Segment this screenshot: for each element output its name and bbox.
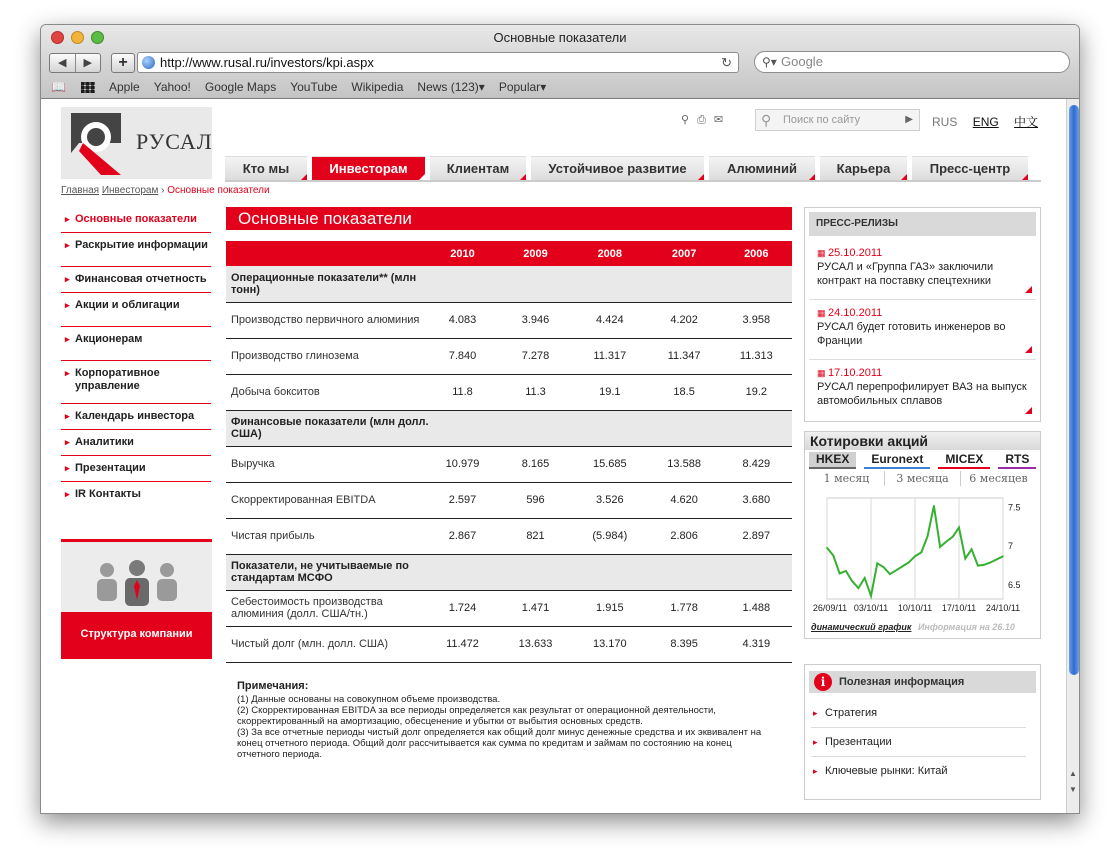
quotes-title: Котировки акций — [805, 432, 1040, 450]
table-cell: 4.202 — [648, 302, 721, 338]
bookmarks-bar — [41, 77, 1079, 97]
kpi-table-body — [226, 266, 792, 662]
chart-x-tick-label: 17/10/11 — [941, 603, 977, 613]
breadcrumb-arrow-icon: › — [161, 185, 168, 196]
table-cell: 2.897 — [721, 518, 792, 554]
corner-arrow-icon — [1025, 286, 1032, 293]
lang-eng[interactable]: ENG — [972, 115, 999, 129]
table-row — [226, 338, 792, 374]
table-section-title: Финансовые показатели (млн долл. США) — [226, 410, 792, 446]
address-bar[interactable] — [137, 52, 739, 73]
chart-point — [933, 505, 935, 507]
table-cell: 4.083 — [426, 302, 499, 338]
table-header-year: 2007 — [648, 241, 721, 266]
period-tabs — [809, 471, 1036, 486]
rusal-logo-mark — [71, 113, 121, 175]
table-row — [226, 446, 792, 482]
table-row — [226, 482, 792, 518]
table-cell: 11.3 — [499, 374, 572, 410]
leftnav-kpi[interactable]: ▸ Основные показатели — [61, 207, 211, 233]
chart-point — [914, 555, 916, 557]
book-icon[interactable]: 📖 — [51, 80, 66, 94]
globe-icon — [142, 56, 155, 69]
table-cell: 13.170 — [572, 626, 648, 662]
chart-point — [826, 547, 828, 549]
note-3: (3) За все отчетные периоды чистый долг определяется как общий долг минус денежные средства и их эквивалент на конец отчетного периода. Общий долг рассчитывается как сумма по кредитам и займам по состоянию на конец отчетного периода. — [237, 727, 762, 760]
table-row-label: Себестоимость производства алюминия (долл. США/тн.) — [226, 590, 426, 626]
press-item[interactable] — [809, 240, 1036, 300]
table-row-label: Производство глинозема — [226, 338, 426, 374]
web-page — [41, 99, 1066, 814]
tab-euronext[interactable]: Euronext — [864, 452, 930, 469]
table-row-label: Добыча бокситов — [226, 374, 426, 410]
table-header-year: 2010 — [426, 241, 499, 266]
table-cell: 18.5 — [648, 374, 721, 410]
rusal-logo[interactable] — [61, 107, 212, 179]
tab-rts[interactable]: RTS — [998, 452, 1036, 469]
table-cell: 821 — [499, 518, 572, 554]
press-date: ▦ 25.10.2011 — [817, 246, 1028, 260]
chart-point — [977, 565, 979, 567]
chevron-down-icon: ▾ — [478, 80, 485, 94]
company-structure-button[interactable]: Структура компании — [61, 612, 212, 659]
mail-icon[interactable]: ✉ — [713, 114, 732, 126]
utility-icons — [681, 113, 731, 127]
print-icon[interactable]: ⎙ — [697, 114, 714, 126]
table-cell: (5.984) — [572, 518, 648, 554]
chart-x-tick-label: 03/10/11 — [853, 603, 889, 613]
chart-point — [990, 562, 992, 564]
table-cell: 11.313 — [721, 338, 792, 374]
useful-link-china[interactable]: ▸ Ключевые рынки: Китай — [811, 757, 1026, 786]
table-section-title: Показатели, не учитываемые по стандартам МСФО — [226, 554, 792, 590]
chart-point — [883, 566, 885, 568]
press-text: РУСАЛ будет готовить инженеров во Франции — [817, 321, 1006, 347]
browser-search-placeholder: Google — [781, 54, 823, 69]
chart-point — [920, 552, 922, 554]
leftnav-financial-reports[interactable]: ▸ Финансовая отчетность — [61, 267, 211, 293]
press-text: РУСАЛ перепрофилирует ВАЗ на выпуск автомобильных сплавов — [817, 381, 1027, 407]
logo-text: РУСАЛ — [136, 129, 213, 154]
leftnav-analysts[interactable]: ▸ Аналитики — [61, 430, 211, 456]
table-row-label: Чистая прибыль — [226, 518, 426, 554]
leftnav-ir-contacts[interactable]: ▸ IR Контакты — [61, 482, 211, 507]
useful-info-title — [809, 671, 1036, 693]
table-header-year: 2009 — [499, 241, 572, 266]
info-date: Информация на 26.10 — [917, 622, 1015, 632]
chart-point — [845, 570, 847, 572]
bookmark-apple[interactable]: Apple — [109, 80, 140, 94]
chart-point — [876, 562, 878, 564]
nav-tab-career[interactable]: Карьера — [820, 156, 907, 180]
table-cell: 3.680 — [721, 482, 792, 518]
press-releases-box — [804, 207, 1041, 422]
chart-point — [895, 569, 897, 571]
tab-hkex[interactable]: HKEX — [809, 452, 856, 469]
table-cell: 11.347 — [648, 338, 721, 374]
main-nav — [225, 156, 1033, 180]
press-item[interactable] — [809, 360, 1036, 420]
chart-y-tick-label: 6.5 — [1008, 580, 1021, 591]
table-row-label: Производство первичного алюминия — [226, 302, 426, 338]
table-cell: 1.915 — [572, 590, 648, 626]
chart-x-tick-label: 10/10/11 — [897, 603, 933, 613]
table-cell: 10.979 — [426, 446, 499, 482]
chevron-down-icon: ▾ — [540, 80, 547, 94]
tab-period-3m[interactable]: 3 месяца — [885, 471, 961, 486]
history-buttons — [49, 53, 101, 73]
press-text: РУСАЛ и «Группа ГАЗ» заключили контракт на поставку спецтехники — [817, 261, 994, 287]
vertical-scrollbar[interactable] — [1066, 99, 1080, 814]
table-cell: 3.946 — [499, 302, 572, 338]
bookmark-news-label: News (123) — [417, 80, 479, 94]
table-row — [226, 374, 792, 410]
leftnav-shares-bonds[interactable]: ▸ Акции и облигации — [61, 293, 211, 327]
table-row — [226, 590, 792, 626]
chart-point — [952, 536, 954, 538]
language-switcher — [932, 113, 1050, 130]
chart-point — [851, 580, 853, 582]
leftnav-investor-calendar[interactable]: ▸ Календарь инвестора — [61, 404, 211, 430]
table-cell: 19.2 — [721, 374, 792, 410]
chart-point — [889, 573, 891, 575]
page-title: Основные показатели — [226, 207, 792, 230]
nav-tab-about[interactable]: Кто мы — [225, 156, 307, 180]
table-cell: 13.633 — [499, 626, 572, 662]
table-cell: 7.278 — [499, 338, 572, 374]
table-row-label: Скорректированная EBITDA — [226, 482, 426, 518]
stock-quotes-widget — [804, 431, 1041, 639]
table-row-label: Выручка — [226, 446, 426, 482]
search-go-icon[interactable]: ▶ — [905, 114, 913, 125]
table-cell: 13.588 — [648, 446, 721, 482]
chart-point — [946, 541, 948, 543]
breadcrumb-current: Основные показатели — [167, 185, 270, 196]
table-cell: 19.1 — [572, 374, 648, 410]
press-item[interactable] — [809, 300, 1036, 360]
chart-point — [870, 595, 872, 597]
chart-point — [971, 548, 973, 550]
notes-title: Примечания: — [237, 680, 309, 692]
kpi-table — [226, 241, 792, 663]
quotes-chart — [807, 494, 1039, 619]
table-header-row — [226, 241, 792, 266]
table-cell: 11.317 — [572, 338, 648, 374]
bookmark-popular-label: Popular — [498, 80, 541, 94]
table-cell: 8.429 — [721, 446, 792, 482]
chart-point — [983, 564, 985, 566]
tab-period-1m[interactable]: 1 месяц — [809, 471, 885, 486]
nav-tab-investors[interactable]: Инвесторам — [312, 156, 425, 180]
scroll-up-icon[interactable]: ▲ — [1069, 769, 1077, 778]
site-search-placeholder: Поиск по сайту — [783, 114, 861, 126]
breadcrumb-home[interactable]: Главная — [61, 185, 100, 196]
leftnav-disclosure[interactable]: ▸ Раскрытие информации — [61, 233, 211, 267]
chart-point — [839, 573, 841, 575]
chart-point — [996, 559, 998, 561]
url-text: http://www.rusal.ru/investors/kpi.aspx — [160, 55, 374, 70]
people-icon — [87, 556, 187, 608]
chart-y-tick-label: 7 — [1008, 541, 1014, 552]
lang-zh[interactable]: 中文 — [1014, 115, 1039, 129]
chart-x-tick-label: 24/10/11 — [985, 603, 1021, 613]
note-2: (2) Скорректированная EBITDA за все периоды определяется как результат от операционной деятельности, скорректированный на амортизацию, обесценение и убытки от выбытия основных средств. — [237, 705, 716, 727]
table-cell: 2.597 — [426, 482, 499, 518]
browser-search-field[interactable] — [754, 51, 1070, 73]
lang-rus[interactable]: RUS — [932, 115, 958, 129]
table-cell: 1.488 — [721, 590, 792, 626]
company-structure-promo[interactable] — [61, 539, 212, 656]
table-section-row — [226, 410, 792, 446]
table-cell: 11.8 — [426, 374, 499, 410]
chart-point — [927, 535, 929, 537]
breadcrumb — [61, 185, 270, 196]
search-icon: ⚲▾ — [762, 55, 777, 69]
site-search-input[interactable] — [755, 109, 920, 131]
nav-divider — [225, 180, 1041, 182]
table-cell: 1.471 — [499, 590, 572, 626]
table-cell: 4.424 — [572, 302, 648, 338]
note-1: (1) Данные основаны на совокупном объеме производства. — [237, 694, 501, 705]
chart-x-tick-label: 26/09/11 — [812, 603, 848, 613]
notes — [237, 681, 777, 760]
bookmark-yahoo[interactable]: Yahoo! — [153, 80, 191, 94]
table-cell: 4.620 — [648, 482, 721, 518]
bookmark-news[interactable] — [417, 80, 484, 94]
tab-micex[interactable]: MICEX — [938, 452, 990, 469]
dynamic-chart-link[interactable]: динамический график — [811, 622, 912, 632]
table-cell: 2.867 — [426, 518, 499, 554]
press-date: ▦ 17.10.2011 — [817, 366, 1028, 380]
table-cell: 596 — [499, 482, 572, 518]
table-cell: 2.806 — [648, 518, 721, 554]
scrollbar-thumb[interactable] — [1069, 105, 1079, 675]
bookmark-wikipedia[interactable]: Wikipedia — [351, 80, 404, 94]
chart-y-tick-label: 7.5 — [1008, 502, 1021, 513]
leftnav-shareholders[interactable]: ▸ Акционерам — [61, 327, 211, 361]
table-row — [226, 518, 792, 554]
table-cell: 3.958 — [721, 302, 792, 338]
bookmark-youtube[interactable]: YouTube — [290, 80, 338, 94]
useful-link-strategy[interactable]: ▸ Стратегия — [811, 699, 1026, 728]
back-icon[interactable]: ◀ — [50, 54, 76, 72]
useful-info-box — [804, 664, 1041, 800]
nav-tab-aluminium[interactable]: Алюминий — [709, 156, 815, 180]
quotes-footer — [811, 622, 1015, 632]
forward-icon[interactable]: ▶ — [83, 57, 92, 69]
scroll-down-icon[interactable]: ▼ — [1069, 785, 1077, 794]
chart-point — [832, 555, 834, 557]
table-section-row — [226, 554, 792, 590]
table-cell: 11.472 — [426, 626, 499, 662]
press-date: ▦ 24.10.2011 — [817, 306, 1028, 320]
nav-tab-press[interactable]: Пресс-центр — [912, 156, 1028, 180]
corner-arrow-icon — [1025, 346, 1032, 353]
table-cell: 4.319 — [721, 626, 792, 662]
reload-icon[interactable]: ↻ — [721, 55, 732, 70]
info-icon: i — [814, 673, 832, 691]
bookmark-google-maps[interactable]: Google Maps — [204, 80, 277, 94]
corner-arrow-icon — [1025, 407, 1032, 414]
chart-point — [908, 562, 910, 564]
table-section-title: Операционные показатели** (млн тонн) — [226, 266, 792, 302]
chart-point — [939, 546, 941, 548]
page-viewport — [41, 99, 1080, 814]
table-row — [226, 302, 792, 338]
top-sites-grid-icon[interactable] — [81, 82, 95, 93]
sitemap-icon[interactable]: ⚲ — [681, 114, 698, 126]
left-nav — [61, 207, 211, 507]
nav-tab-sustainability[interactable]: Устойчивое развитие — [531, 156, 704, 180]
table-row — [226, 626, 792, 662]
add-bookmark-button[interactable]: + — [111, 53, 135, 73]
breadcrumb-investors[interactable]: Инвесторам — [101, 185, 159, 196]
table-cell: 8.395 — [648, 626, 721, 662]
table-cell: 1.724 — [426, 590, 499, 626]
leftnav-corporate-governance[interactable]: ▸ Корпоративное управление — [61, 361, 211, 404]
chart-point — [858, 587, 860, 589]
table-cell: 15.685 — [572, 446, 648, 482]
table-cell: 3.526 — [572, 482, 648, 518]
tab-period-6m[interactable]: 6 месяцев — [969, 472, 1028, 485]
table-header-year: 2006 — [721, 241, 792, 266]
table-section-row — [226, 266, 792, 302]
useful-info-title-text: Полезная информация — [839, 676, 965, 688]
nav-tab-clients[interactable]: Клиентам — [430, 156, 526, 180]
chart-point — [964, 558, 966, 560]
table-cell: 8.165 — [499, 446, 572, 482]
browser-toolbar — [41, 25, 1079, 99]
chart-point — [1002, 555, 1004, 557]
exchange-tabs — [809, 452, 1036, 469]
chart-point — [864, 577, 866, 579]
table-header-empty — [226, 241, 426, 266]
table-header-year: 2008 — [572, 241, 648, 266]
table-cell: 7.840 — [426, 338, 499, 374]
leftnav-presentations[interactable]: ▸ Презентации — [61, 456, 211, 482]
browser-window — [40, 24, 1080, 814]
useful-link-presentations[interactable]: ▸ Презентации — [811, 728, 1026, 757]
chart-point — [902, 566, 904, 568]
bookmark-popular[interactable] — [499, 80, 546, 94]
window-title: Основные показатели — [493, 30, 627, 45]
chart-point — [958, 527, 960, 529]
search-icon: ⚲ — [761, 112, 772, 128]
table-cell: 1.778 — [648, 590, 721, 626]
table-row-label: Чистый долг (млн. долл. США) — [226, 626, 426, 662]
press-releases-title: ПРЕСС-РЕЛИЗЫ — [809, 212, 1036, 236]
